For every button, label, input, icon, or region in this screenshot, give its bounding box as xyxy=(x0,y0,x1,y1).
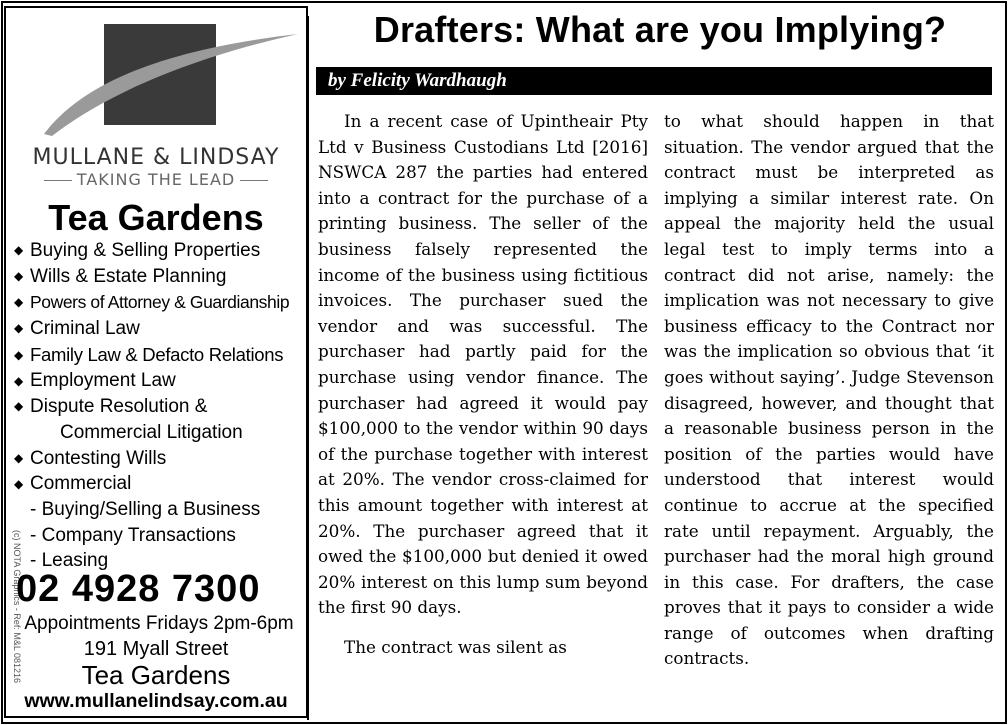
service-item: ◆ Buying & Selling Properties xyxy=(14,238,309,264)
article-paragraph: to what should happen in that situation. The vendor argued that the contract must be interpreted as implying a similar interest rate. On appeal the majority held the usual legal test to imply terms into a contract did not arise, namely: the implication was not necessary to give business efficacy to the Contract nor was the implication so obvious that ‘it goes without saying’. Judge Stevenson disagreed, however, and thought that a reasonable business person in the position of the parties would have understood that interest would continue to accrue at the specified rate until repayment. Arguably, the purchaser had the moral high ground in this case. For drafters, the case proves that it pays to consider a wide range of outcomes when drafting contracts. xyxy=(664,111,994,669)
byline-bar xyxy=(316,67,992,95)
article-byline: by Felicity Wardhaugh xyxy=(328,70,507,91)
diamond-bullet-icon: ◆ xyxy=(14,243,24,258)
firm-tagline: TAKING THE LEAD xyxy=(76,170,236,189)
article-column-1 xyxy=(318,109,648,660)
diamond-bullet-icon: ◆ xyxy=(14,268,24,283)
service-item: ◆ Family Law & Defacto Relations xyxy=(14,342,309,369)
address-town: Tea Gardens xyxy=(81,660,231,690)
article-paragraph: The contract was silent as xyxy=(344,636,567,657)
firm-tagline-row xyxy=(6,170,306,189)
office-location-heading: Tea Gardens xyxy=(48,197,264,238)
phone-number: 02 4928 7300 xyxy=(16,568,261,610)
services-list xyxy=(14,238,309,574)
service-item: ◆ Wills & Estate Planning xyxy=(14,264,309,290)
service-subitem: - Leasing xyxy=(30,550,109,572)
article-paragraph: In a recent case of Upintheair Pty Ltd v Business Custodians Ltd [2016] NSWCA 287 the parties had entered into a contract for the purchase of a printing business. The seller of the business falsely represented the income of the business using fictitious invoices. The purchaser sued the vendor and was successful. The purchaser had partly paid for the purchase using vendor finance. The purchaser had agreed it would pay $100,000 to the vendor within 90 days of the purchase together with interest at 20%. The vendor cross-claimed for this amount together with interest at 20%. The purchaser agreed that it owed the $100,000 but denied it owed 20% interest on this lump sum beyond the first 90 days. xyxy=(318,111,648,618)
service-item: ◆ Dispute Resolution & xyxy=(14,394,309,420)
diamond-bullet-icon: ◆ xyxy=(14,399,24,414)
street-address: 191 Myall Street xyxy=(83,638,229,660)
graphics-credit: (c) NOTA Graphics - Ref: M&L 081216 xyxy=(12,530,22,684)
diamond-bullet-icon: ◆ xyxy=(14,347,23,362)
service-item: ◆ Employment Law xyxy=(14,368,309,394)
appointment-hours: Appointments Fridays 2pm-6pm xyxy=(24,613,294,634)
diamond-bullet-icon: ◆ xyxy=(14,476,24,491)
column-divider xyxy=(307,16,309,720)
diamond-bullet-icon: ◆ xyxy=(14,373,24,388)
service-subitem: - Company Transactions xyxy=(30,524,236,546)
service-item: ◆ Commercial xyxy=(14,471,309,497)
service-item: ◆ Powers of Attorney & Guardianship xyxy=(14,290,309,316)
service-item: ◆ Contesting Wills xyxy=(14,446,309,472)
diamond-bullet-icon: ◆ xyxy=(14,320,24,335)
service-item: ◆ Criminal Law xyxy=(14,316,309,342)
firm-name: MULLANE & LINDSAY xyxy=(32,145,280,170)
service-item-continued: Commercial Litigation xyxy=(60,421,243,443)
article-headline: Drafters: What are you Implying? xyxy=(373,9,947,50)
law-firm-advertisement xyxy=(4,6,308,718)
service-subitem: - Buying/Selling a Business xyxy=(30,499,261,521)
website-link: www.mullanelindsay.com.au xyxy=(24,690,288,712)
article-column-2 xyxy=(664,109,994,672)
diamond-bullet-icon: ◆ xyxy=(14,295,23,310)
diamond-bullet-icon: ◆ xyxy=(14,450,24,465)
